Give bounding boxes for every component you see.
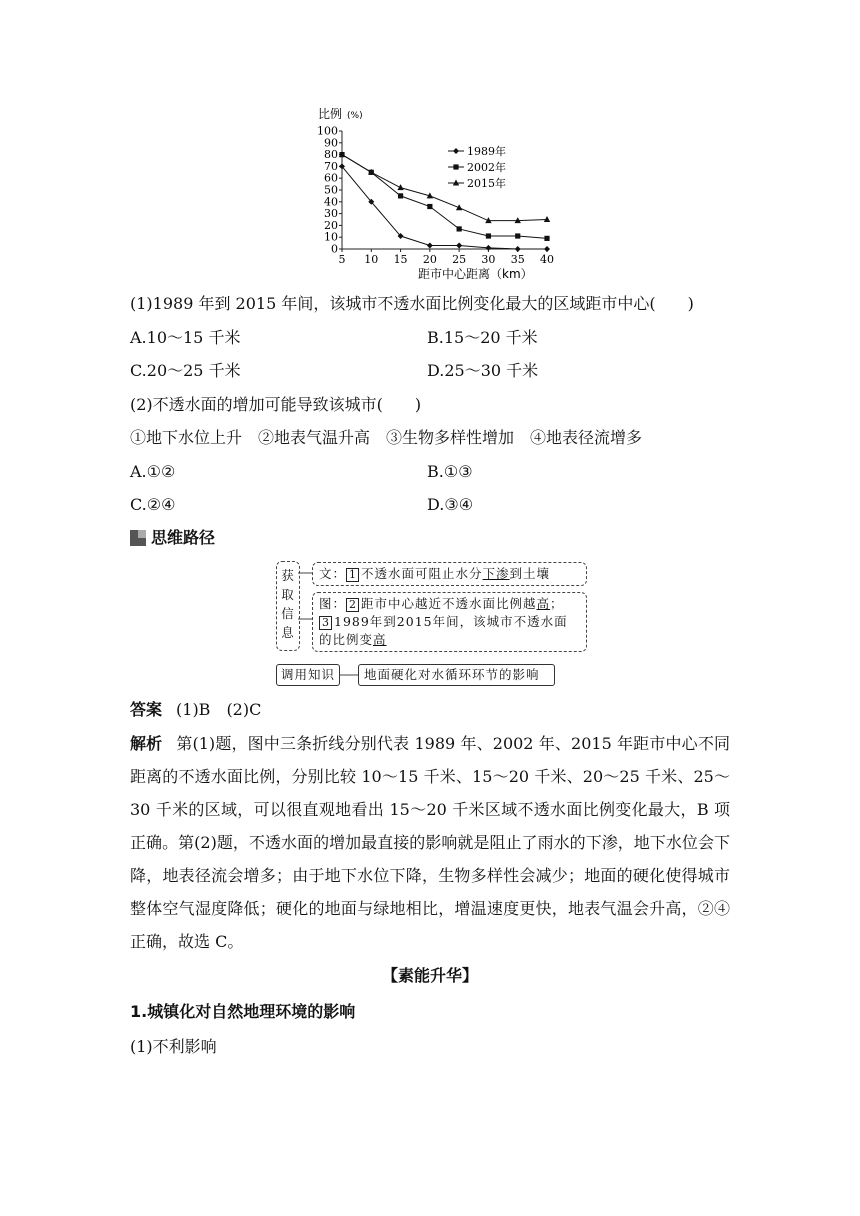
chart-axes bbox=[317, 125, 554, 267]
data-point-square bbox=[398, 193, 403, 198]
acquire-char-3: 信 bbox=[281, 606, 295, 621]
answer-line bbox=[130, 700, 261, 720]
legend-label: 2015年 bbox=[467, 177, 506, 190]
y-tick-label: 40 bbox=[324, 195, 338, 209]
image-prefix: 图： bbox=[319, 596, 347, 611]
data-point-square bbox=[427, 204, 432, 209]
acquire-char-1: 获 bbox=[281, 568, 295, 583]
analysis-paragraph bbox=[130, 727, 730, 958]
data-point-square bbox=[544, 236, 549, 241]
q1-stem: (1)1989 年到 2015 年间，该城市不透水面比例变化最大的区域距市中心( ) bbox=[130, 294, 694, 313]
data-point-triangle bbox=[544, 216, 550, 222]
series-line-2 bbox=[342, 155, 547, 239]
y-tick-label: 90 bbox=[324, 136, 338, 150]
analysis-label: 解析 bbox=[130, 734, 163, 753]
data-point-square bbox=[515, 233, 520, 238]
q1-option-d: D.25～30 千米 bbox=[427, 361, 539, 380]
q2-option-c: C.②④ bbox=[130, 495, 176, 514]
image-info-2-underlined: 高 bbox=[536, 596, 551, 611]
acquire-info-box bbox=[276, 561, 300, 651]
x-tick-label: 20 bbox=[422, 253, 437, 266]
image-info-2b: ； bbox=[550, 596, 564, 611]
knowledge-text-box bbox=[358, 664, 555, 686]
series-line-3 bbox=[342, 155, 547, 221]
image-info-3-underlined: 高 bbox=[373, 632, 387, 647]
y-tick-label: 50 bbox=[324, 183, 338, 197]
q1-option-b: B.15～20 千米 bbox=[427, 328, 538, 347]
subitem: (1)不利影响 bbox=[130, 1037, 217, 1056]
y-tick-label: 100 bbox=[317, 124, 338, 138]
y-axis-label: 比例 bbox=[318, 107, 343, 121]
text-info-box bbox=[312, 562, 587, 586]
answer-text: (1)B (2)C bbox=[176, 700, 262, 719]
knowledge-connector bbox=[339, 664, 359, 686]
q1-option-c: C.20～25 千米 bbox=[130, 361, 241, 380]
acquire-char-2: 取 bbox=[281, 587, 295, 602]
data-point-diamond bbox=[453, 148, 459, 154]
data-point-square bbox=[453, 164, 458, 169]
data-point-diamond bbox=[544, 246, 550, 252]
image-info-3a: 1989年到2015年间，该城市不透水面 bbox=[334, 614, 568, 629]
section-marker-icon bbox=[130, 530, 146, 546]
x-tick-label: 10 bbox=[364, 253, 379, 266]
data-point-square bbox=[457, 226, 462, 231]
q2-items: ①地下水位上升 ②地表气温升高 ③生物多样性增加 ④地表径流增多 bbox=[130, 428, 643, 447]
y-tick-label: 60 bbox=[324, 171, 338, 185]
subheading: 1.城镇化对自然地理环境的影响 bbox=[130, 1002, 356, 1021]
data-point-diamond bbox=[427, 242, 433, 248]
data-point-diamond bbox=[456, 242, 462, 248]
x-tick-label: 5 bbox=[338, 253, 346, 266]
y-tick-label: 80 bbox=[324, 148, 338, 162]
knowledge-label-box bbox=[276, 664, 340, 686]
y-tick-label: 70 bbox=[324, 159, 338, 173]
text-info-b: 到土壤 bbox=[509, 566, 551, 581]
chart-legend bbox=[448, 144, 506, 190]
step-number-2: 2 bbox=[346, 598, 359, 612]
legend-label: 2002年 bbox=[467, 161, 506, 174]
x-tick-label: 30 bbox=[481, 253, 496, 266]
step-number-1: 1 bbox=[346, 568, 359, 582]
knowledge-label: 调用知识 bbox=[281, 667, 336, 682]
y-tick-label: 20 bbox=[324, 218, 338, 232]
step-number-3: 3 bbox=[319, 616, 332, 630]
analysis-text: 第(1)题，图中三条折线分别代表 1989 年、2002 年、2015 年距市中心不同距离的不透水面比例，分别比较 10～15 千米、15～20 千米、20～25 千米、25～30 千米的区域，可以很直观地看出 15～20 千米区域不透水面比例变化最大，B 项正确。第(2)题，不透水面的增加最直接的影响就是阻止了雨水的下渗，地下水位会下降，地表径流会增多；由于地下水位下降，生物多样性会减少；地面的硬化使得城市整体空气湿度降低；硬化的地面与绿地相比，增温速度更快，地表气温会升高，②④正确，故选 C。 bbox=[130, 734, 730, 951]
data-point-diamond bbox=[485, 245, 491, 251]
y-tick-label: 10 bbox=[324, 230, 338, 244]
knowledge-text: 地面硬化对水循环环节的影响 bbox=[364, 667, 540, 682]
text-info-a: 不透水面可阻止水分 bbox=[361, 566, 483, 581]
thinking-heading: 思维路径 bbox=[151, 528, 216, 547]
data-point-triangle bbox=[397, 184, 403, 190]
image-info-box bbox=[312, 592, 587, 652]
y-axis-unit: (%) bbox=[347, 111, 363, 121]
q1-option-a: A.10～15 千米 bbox=[130, 328, 241, 347]
data-point-square bbox=[486, 233, 491, 238]
section-title: 【素能升华】 bbox=[381, 966, 478, 985]
impervious-surface-chart bbox=[300, 100, 560, 285]
image-info-3b: 的比例变 bbox=[319, 632, 374, 647]
answer-label: 答案 bbox=[130, 700, 163, 719]
legend-label: 1989年 bbox=[467, 145, 506, 158]
chart-marks bbox=[339, 151, 550, 252]
acquire-char-4: 息 bbox=[281, 625, 295, 640]
x-tick-label: 25 bbox=[452, 253, 467, 266]
q2-option-b: B.①③ bbox=[427, 462, 473, 481]
y-tick-label: 30 bbox=[324, 207, 338, 221]
y-tick-label: 0 bbox=[331, 242, 338, 256]
image-info-2a: 距市中心越近不透水面比例越 bbox=[361, 596, 537, 611]
x-tick-label: 35 bbox=[510, 253, 525, 266]
text-prefix: 文： bbox=[319, 566, 347, 581]
x-axis-label: 距市中心距离（km） bbox=[418, 267, 533, 281]
q2-option-a: A.①② bbox=[130, 462, 176, 481]
x-tick-label: 15 bbox=[393, 253, 408, 266]
data-point-diamond bbox=[515, 246, 521, 252]
q2-stem: (2)不透水面的增加可能导致该城市( ) bbox=[130, 395, 422, 414]
q2-option-d: D.③④ bbox=[427, 495, 474, 514]
text-info-underlined: 下渗 bbox=[482, 566, 510, 581]
x-tick-label: 40 bbox=[540, 253, 554, 266]
